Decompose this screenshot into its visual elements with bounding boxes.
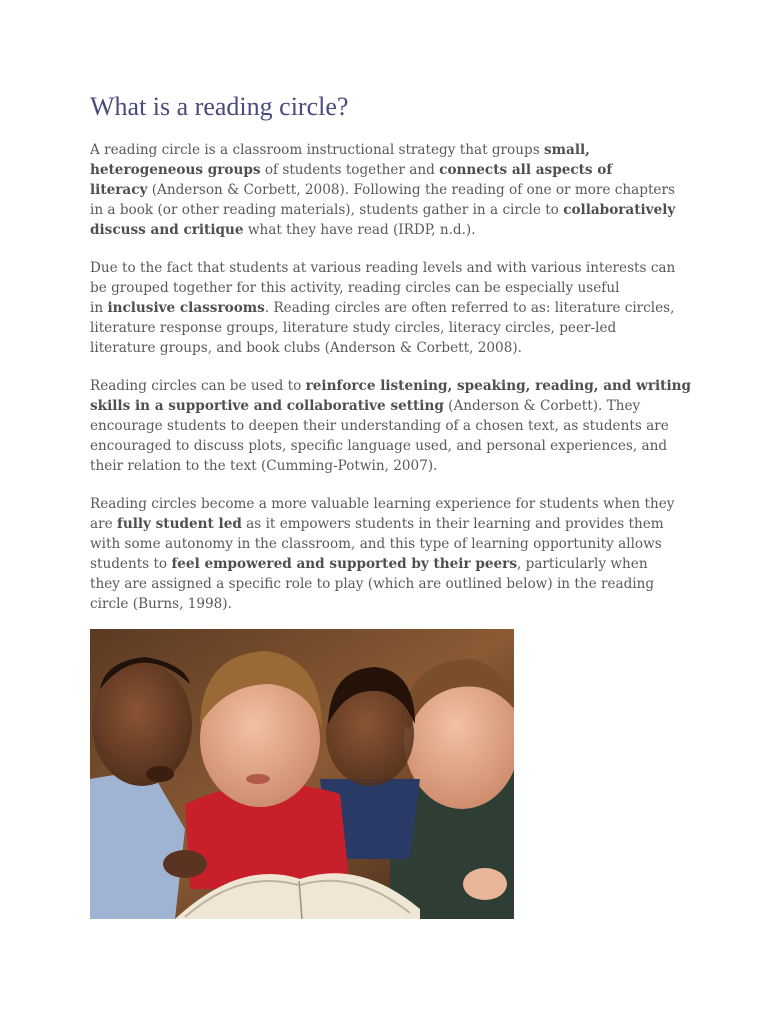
hand-left	[163, 850, 207, 878]
page-title: What is a reading circle?	[90, 92, 349, 121]
text-run: circle (Burns, 1998).	[90, 596, 232, 612]
text-line	[90, 436, 690, 456]
text-run: in	[90, 300, 108, 316]
text-run: encouraged to discuss plots, specific language used, and personal experiences, and	[90, 438, 668, 454]
bold-text: collaboratively	[563, 202, 676, 218]
bold-text: small,	[544, 142, 590, 158]
paragraph-skills	[90, 376, 690, 476]
text-run: of students together and	[260, 162, 440, 178]
paragraph-student-led	[90, 494, 690, 614]
bold-text: skills in a supportive and collaborative setting	[90, 398, 444, 414]
text-run: Due to the fact that students at various reading levels and with various interests can	[90, 260, 676, 276]
text-run: what they have read (IRDP, n.d.).	[243, 222, 476, 238]
text-run: they are assigned a specific role to play (which are outlined below) in the reading	[90, 576, 655, 592]
text-run: (Anderson & Corbett). They	[443, 398, 641, 414]
text-line	[90, 258, 690, 278]
bold-text: literacy	[90, 182, 148, 198]
text-line	[90, 456, 690, 476]
text-run: as it empowers students in their learning and provides them	[241, 516, 664, 532]
text-line	[90, 278, 690, 298]
text-line	[90, 554, 690, 574]
text-line	[90, 494, 690, 514]
bold-text: fully student led	[116, 516, 242, 532]
text-line	[90, 534, 690, 554]
text-line	[90, 220, 690, 240]
text-line	[90, 180, 690, 200]
text-line	[90, 514, 690, 534]
text-run: their relation to the text (Cumming-Potwin, 2007).	[90, 458, 438, 474]
text-run: students to	[90, 556, 172, 572]
text-line	[90, 318, 690, 338]
text-run: Reading circles can be used to	[90, 378, 306, 394]
text-run: in a book (or other reading materials), students gather in a circle to	[90, 202, 564, 218]
children-reading-photo	[90, 629, 514, 919]
bold-text: discuss and critique	[90, 222, 244, 238]
bold-text: inclusive classrooms	[107, 300, 265, 316]
text-line	[90, 416, 690, 436]
text-run: with some autonomy in the classroom, and this type of learning opportunity allows	[90, 536, 662, 552]
text-line	[90, 396, 690, 416]
text-run: (Anderson & Corbett, 2008). Following the reading of one or more chapters	[147, 182, 675, 198]
text-run: be grouped together for this activity, reading circles can be especially useful	[90, 280, 620, 296]
text-run: encourage students to deepen their understanding of a chosen text, as students are	[90, 418, 669, 434]
text-run: . Reading circles are often referred to as: literature circles,	[264, 300, 675, 316]
text-run: Reading circles become a more valuable learning experience for students when they	[90, 496, 675, 512]
paragraph-definition	[90, 140, 690, 240]
bold-text: reinforce listening, speaking, reading, and writing	[305, 378, 691, 394]
hand-right	[463, 868, 507, 900]
text-line	[90, 140, 690, 160]
text-line	[90, 376, 690, 396]
text-run: literature groups, and book clubs (Anderson & Corbett, 2008).	[90, 340, 522, 356]
text-line	[90, 594, 690, 614]
text-line	[90, 574, 690, 594]
text-line	[90, 338, 690, 358]
text-line	[90, 200, 690, 220]
bold-text: connects all aspects of	[439, 162, 613, 178]
bold-text: feel empowered and supported by their peers	[171, 556, 517, 572]
text-run: A reading circle is a classroom instructional strategy that groups	[90, 142, 544, 158]
bold-text: heterogeneous groups	[90, 162, 261, 178]
text-line	[90, 298, 690, 318]
paragraph-inclusive-classrooms	[90, 258, 690, 358]
text-run: literature response groups, literature study circles, literacy circles, peer-led	[90, 320, 617, 336]
text-run: are	[90, 516, 117, 532]
text-line	[90, 160, 690, 180]
text-run: , particularly when	[516, 556, 648, 572]
